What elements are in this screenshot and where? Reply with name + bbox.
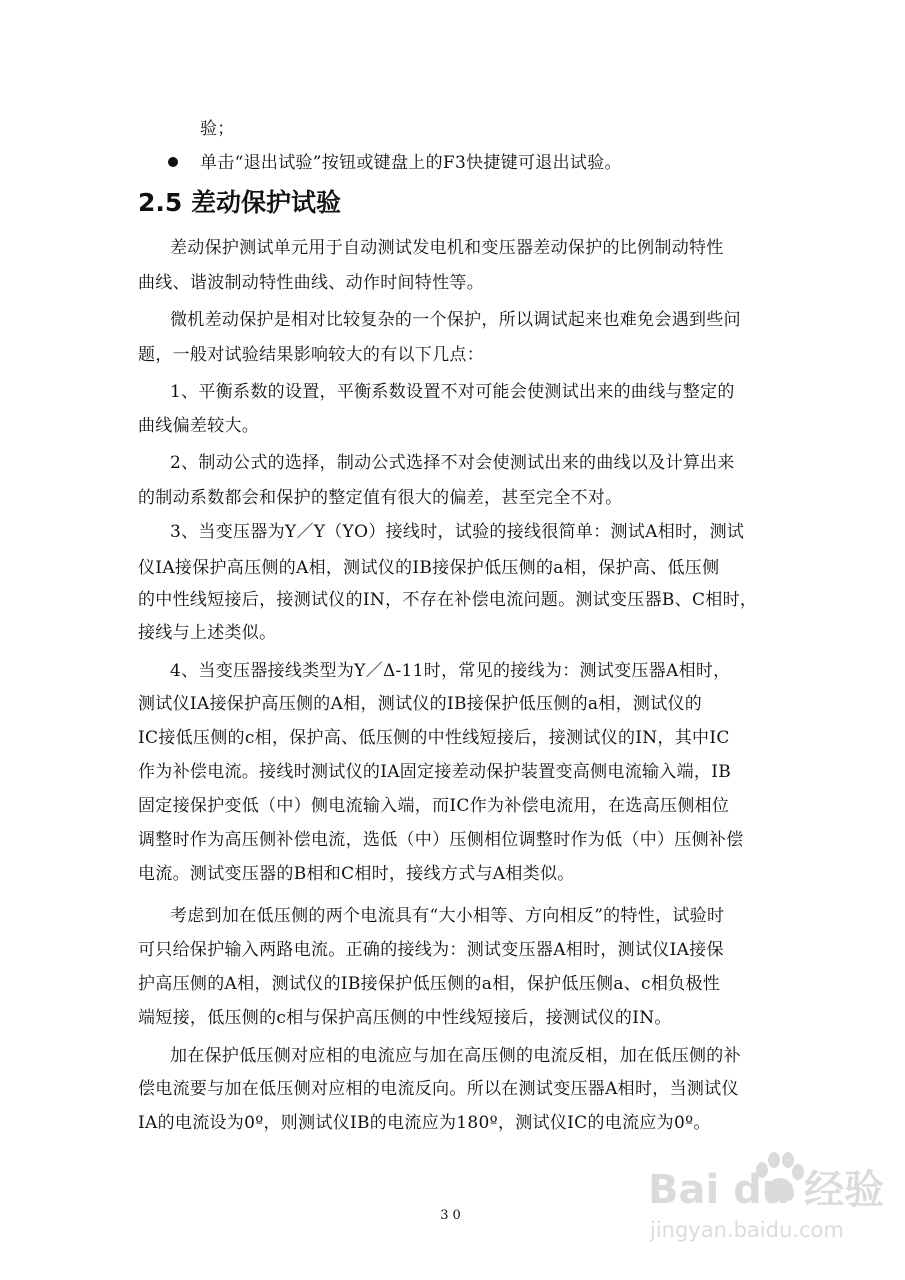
paragraph-line: 测试仪IA接保护高压侧的A相，测试仪的IB接保护低压侧的a相，测试仪的: [138, 694, 703, 714]
paragraph-line: 调整时作为高压侧补偿电流，选低（中）压侧相位调整时作为低（中）压侧补偿: [138, 830, 744, 850]
paragraph-line: IC接低压侧的c相，保护高、低压侧的中性线短接后，接测试仪的IN，其中IC: [138, 728, 730, 748]
section-heading: 2.5 差动保护试验: [138, 188, 341, 217]
paragraph-line: 偿电流要与加在低压侧对应相的电流反向。所以在测试变压器A相时，当测试仪: [138, 1079, 739, 1099]
page-number: 30: [440, 1208, 465, 1223]
paragraph-line: 3、当变压器为Y／Y（YO）接线时，试验的接线很简单：测试A相时，测试: [170, 522, 745, 542]
paragraph-line: 接线与上述类似。: [138, 623, 277, 643]
paragraph-line: 的中性线短接后，接测试仪的IN，不存在补偿电流问题。测试变压器B、C相时，: [138, 590, 758, 610]
paragraph-line: 4、当变压器接线类型为Y／Δ-11时，常见的接线为：测试变压器A相时，: [170, 661, 731, 681]
bullet-text: 单击“退出试验”按钮或键盘上的F3快捷键可退出试验。: [200, 153, 622, 173]
paragraph-line: IA的电流设为0º，则测试仪IB的电流应为180º，测试仪IC的电流应为0º。: [138, 1113, 711, 1133]
paragraph-line: 电流。测试变压器的B相和C相时，接线方式与A相类似。: [138, 864, 575, 884]
paragraph-line: 曲线、谐波制动特性曲线、动作时间特性等。: [138, 273, 484, 293]
paragraph-line: 固定接保护变低（中）侧电流输入端，而IC作为补偿电流用，在选高压侧相位: [138, 796, 730, 816]
paragraph-line: 可只给保护输入两路电流。正确的接线为：测试变压器A相时，测试仪IA接保: [138, 940, 724, 960]
continued-text-line: 验；: [200, 119, 235, 139]
paragraph-line: 差动保护测试单元用于自动测试发电机和变压器差动保护的比例制动特性: [170, 238, 724, 258]
paragraph-line: 1、平衡系数的设置，平衡系数设置不对可能会使测试出来的曲线与整定的: [170, 382, 735, 402]
paragraph-line: 仪IA接保护高压侧的A相，测试仪的IB接保护低压侧的a相，保护高、低压侧: [138, 558, 720, 578]
paragraph-line: 作为补偿电流。接线时测试仪的IA固定接差动保护装置变高侧电流输入端，IB: [138, 762, 731, 782]
watermark-url: jingyan.baidu.com: [650, 1218, 844, 1242]
paragraph-line: 考虑到加在低压侧的两个电流具有“大小相等、方向相反”的特性，试验时: [170, 906, 725, 926]
paragraph-line: 题，一般对试验结果影响较大的有以下几点：: [138, 345, 484, 365]
paragraph-line: 端短接，低压侧的c相与保护高压侧的中性线短接后，接测试仪的IN。: [138, 1008, 672, 1028]
paragraph-line: 2、制动公式的选择，制动公式选择不对会使测试出来的曲线以及计算出来: [170, 453, 735, 473]
paragraph-line: 加在保护低压侧对应相的电流应与加在高压侧的电流反相，加在低压侧的补: [170, 1046, 741, 1066]
watermark: [640, 1150, 885, 1260]
paragraph-line: 曲线偏差较大。: [138, 416, 260, 436]
watermark-brand: Bai du 经验: [648, 1167, 885, 1213]
paragraph-line: 护高压侧的A相，测试仪的IB接保护低压侧的a相，保护低压侧a、c相负极性: [138, 974, 721, 994]
bullet-icon: [168, 157, 178, 167]
paragraph-line: 的制动系数都会和保护的整定值有很大的偏差，甚至完全不对。: [138, 488, 623, 508]
paragraph-line: 微机差动保护是相对比较复杂的一个保护，所以调试起来也难免会遇到些问: [170, 310, 741, 330]
